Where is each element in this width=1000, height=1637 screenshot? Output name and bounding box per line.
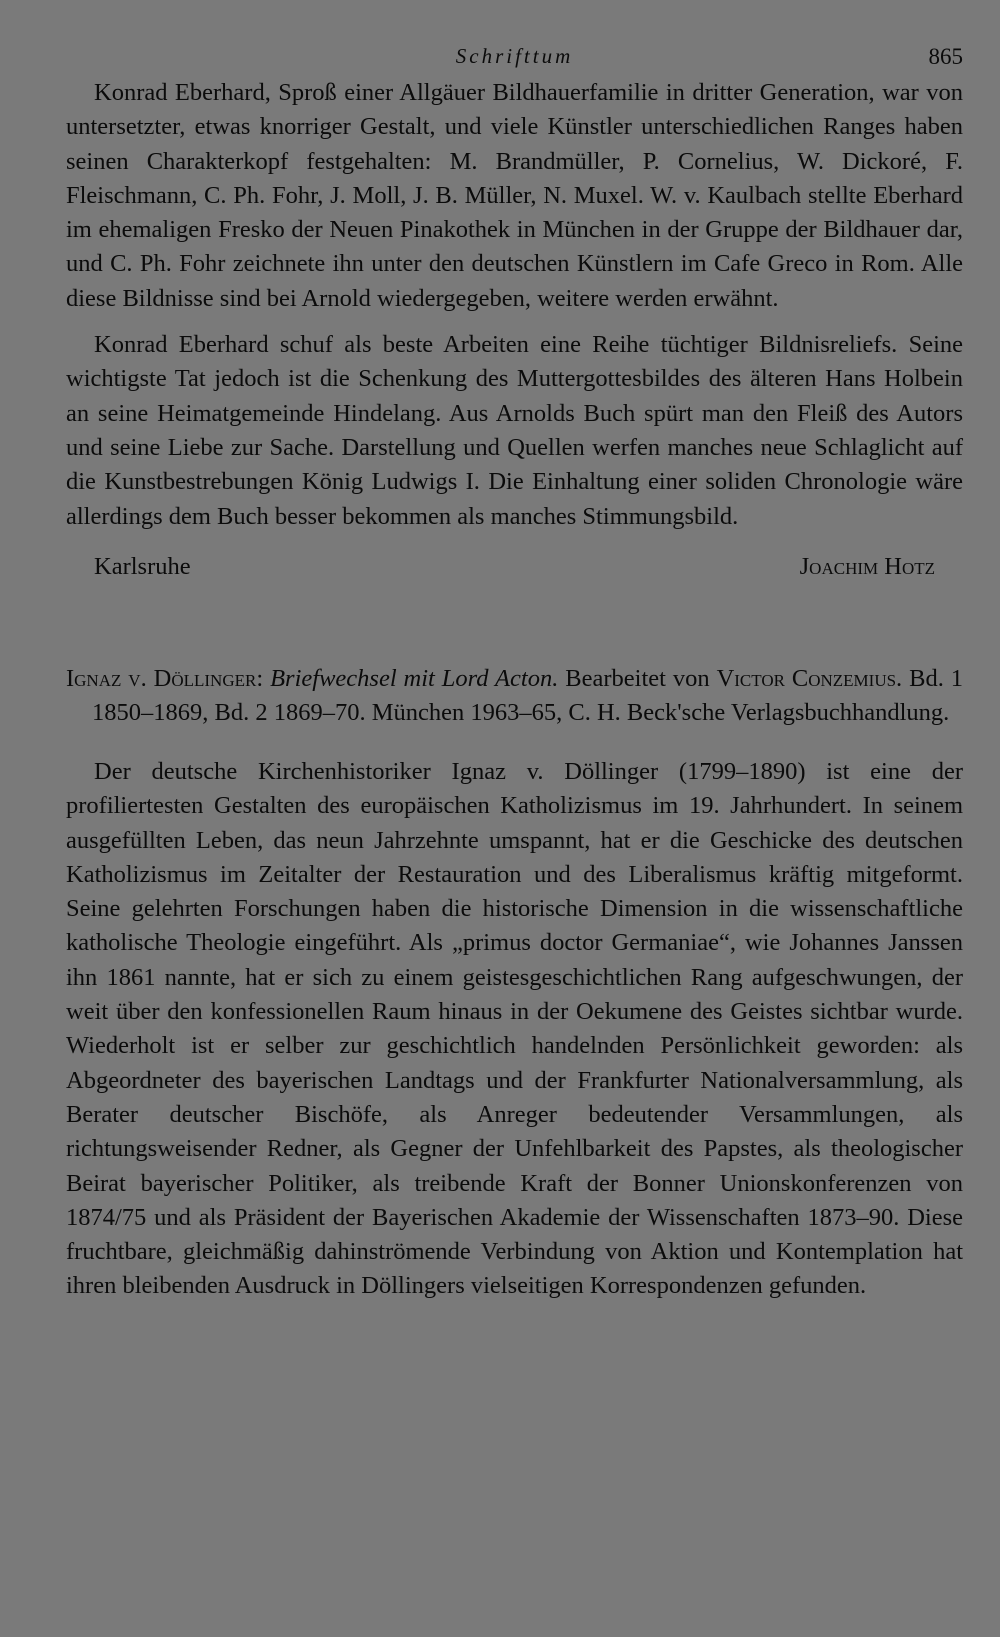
running-title: Schrifttum: [455, 44, 574, 68]
document-page: [66, 40, 963, 1304]
book-separator: :: [256, 664, 271, 692]
paragraph-doellinger-review: Der deutsche Kirchenhistoriker Ignaz v. Döllinger (1799–1890) ist eine der profiliertesten Gestalten des europäischen Katholizismus im 19. Jahrhundert. In seinem ausgefüllten Leben, das neun Jahrzehnte umspannt, hat er die Geschicke des deutschen Katholizismus im Zeitalter der Restauration und des Liberalismus kräftig mitgeformt. Seine gelehrten Forschungen haben die historische Dimension in die wissenschaftliche katholische Theologie eingeführt. Als „primus doctor Germaniae“, wie Johannes Janssen ihn 1861 nannte, hat er sich zu einem geistesgeschichtlichen Rang aufgeschwungen, der weit über den konfessionellen Raum hinaus in der Oekumene des Geistes sichtbar wurde. Wiederholt ist er selber zur geschichtlich handelnden Persönlichkeit geworden: als Abgeordneter des bayerischen Landtags und der Frankfurter Nationalversammlung, als Berater deutscher Bischöfe, als Anreger bedeutender Versammlungen, als richtungsweisender Redner, als Gegner der Unfehlbarkeit des Papstes, als theologischer Beirat bayerischer Politiker, als treibende Kraft der Bonner Unionskonferenzen von 1874/75 und als Präsident der Bayerischen Akademie der Wissenschaften 1873–90. Diese fruchtbare, gleichmäßig dahinströmende Verbindung von Aktion und Kontemplation hat ihren bleibenden Ausdruck in Döllingers vielseitigen Korrespondenzen gefunden.: [66, 757, 963, 1300]
paragraph-eberhard-works: Konrad Eberhard schuf als beste Arbeiten eine Reihe tüchtiger Bildnisreliefs. Seine wichtigste Tat jedoch ist die Schenkung des Muttergottesbildes des älteren Hans Holbein an seine Heimatgemeinde Hindelang. Aus Arnolds Buch spürt man den Fleiß des Autors und seine Liebe zur Sache. Darstellung und Quellen werfen manches neue Schlaglicht auf die Kunstbestrebungen König Ludwigs I. Die Einhaltung einer soliden Chronologie wäre allerdings dem Buch besser bekommen als manches Stimmungsbild.: [66, 331, 963, 530]
paragraph-eberhard-portraits: Konrad Eberhard, Sproß einer Allgäuer Bildhauerfamilie in dritter Generation, war von untersetzter, etwas knorriger Gestalt, und viele Künstler unterschiedlichen Ranges haben seinen Charakterkopf festgehalten: M. Brandmüller, P. Cornelius, W. Dickoré, F. Fleischmann, C. Ph. Fohr, J. Moll, J. B. Müller, N. Muxel. W. v. Kaulbach stellte Eberhard im ehemaligen Fresko der Neuen Pinakothek in München in der Gruppe der Bildhauer dar, und C. Ph. Fohr zeichnete ihn unter den deutschen Künstlern im Cafe Greco in Rom. Alle diese Bildnisse sind bei Arnold wiedergegeben, weitere werden erwähnt.: [66, 79, 963, 312]
signature-author: Joachim Hotz: [799, 552, 935, 580]
book-details: Bd. 1 1850–1869, Bd. 2 1869–70. München 1963–65, C. H. Beck'sche Verlagsbuchhandlung.: [92, 664, 964, 727]
signature-place: Karlsruhe: [94, 552, 191, 580]
book-author: Ignaz v. Döllinger: [66, 664, 257, 692]
running-header: [66, 40, 963, 76]
book-editor: Victor Conzemius.: [716, 664, 903, 692]
page-number: 865: [928, 44, 963, 69]
book-citation: [66, 662, 963, 731]
book-title: Briefwechsel mit Lord Acton.: [270, 664, 559, 692]
review-signature: [66, 550, 963, 584]
book-editor-prefix: Bearbeitet von: [558, 664, 717, 692]
